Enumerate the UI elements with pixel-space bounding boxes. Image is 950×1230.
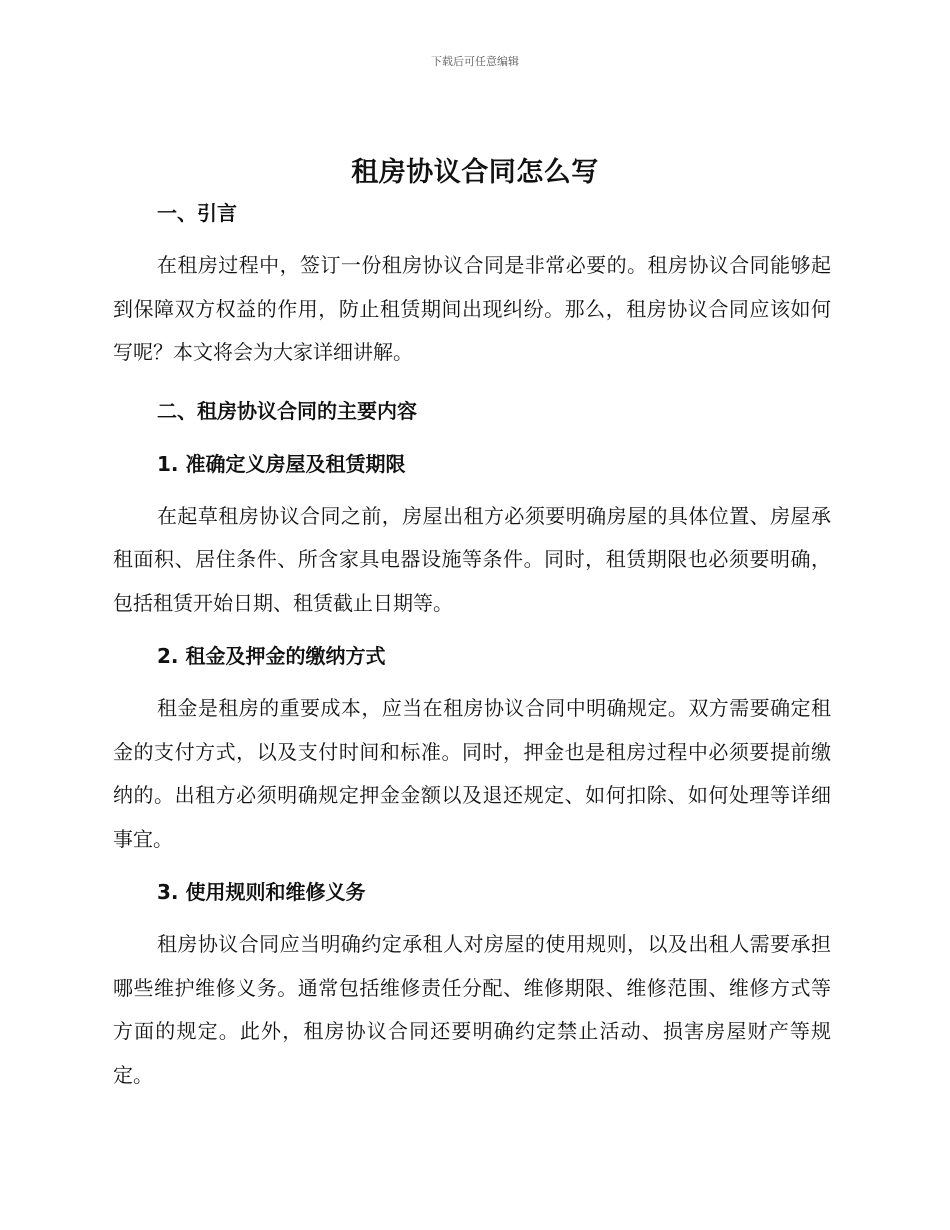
subheading-property-and-term: 1. 准确定义房屋及租赁期限 bbox=[157, 451, 406, 476]
subheading-rent-and-deposit: 2. 租金及押金的缴纳方式 bbox=[157, 644, 386, 668]
document-body bbox=[113, 196, 831, 1097]
page-header-note: 下载后可任意编辑 bbox=[431, 55, 519, 68]
paragraph-rent-and-deposit: 租金是租房的重要成本，应当在租房协议合同中明确规定。双方需要确定租金的支付方式，以及支付时间和标准。同时，押金也是租房过程中必须要提前缴纳的。出租方必须明确规定押金金额以及退还规定、如何扣除、如何处理等详细事宜。 bbox=[113, 696, 831, 851]
paragraph-intro: 在租房过程中，签订一份租房协议合同是非常必要的。租房协议合同能够起到保障双方权益的作用，防止租赁期间出现纠纷。那么，租房协议合同应该如何写呢？本文将会为大家详细讲解。 bbox=[113, 253, 831, 364]
paragraph-usage-and-maintenance: 租房协议合同应当明确约定承租人对房屋的使用规则，以及出租人需要承担哪些维护维修义务。通常包括维修责任分配、维修期限、维修范围、维修方式等方面的规定。此外，租房协议合同还要明确约定禁止活动、损害房屋财产等规定。 bbox=[113, 932, 831, 1087]
paragraph-property-and-term: 在起草租房协议合同之前，房屋出租方必须要明确房屋的具体位置、房屋承租面积、居住条件、所含家具电器设施等条件。同时，租赁期限也必须要明确，包括租赁开始日期、租赁截止日期等。 bbox=[113, 503, 831, 615]
section-heading-intro: 一、引言 bbox=[157, 201, 237, 225]
section-heading-main-content: 二、租房协议合同的主要内容 bbox=[157, 398, 417, 423]
document-title: 租房协议合同怎么写 bbox=[351, 157, 599, 188]
subheading-usage-and-maintenance: 3. 使用规则和维修义务 bbox=[157, 880, 366, 904]
